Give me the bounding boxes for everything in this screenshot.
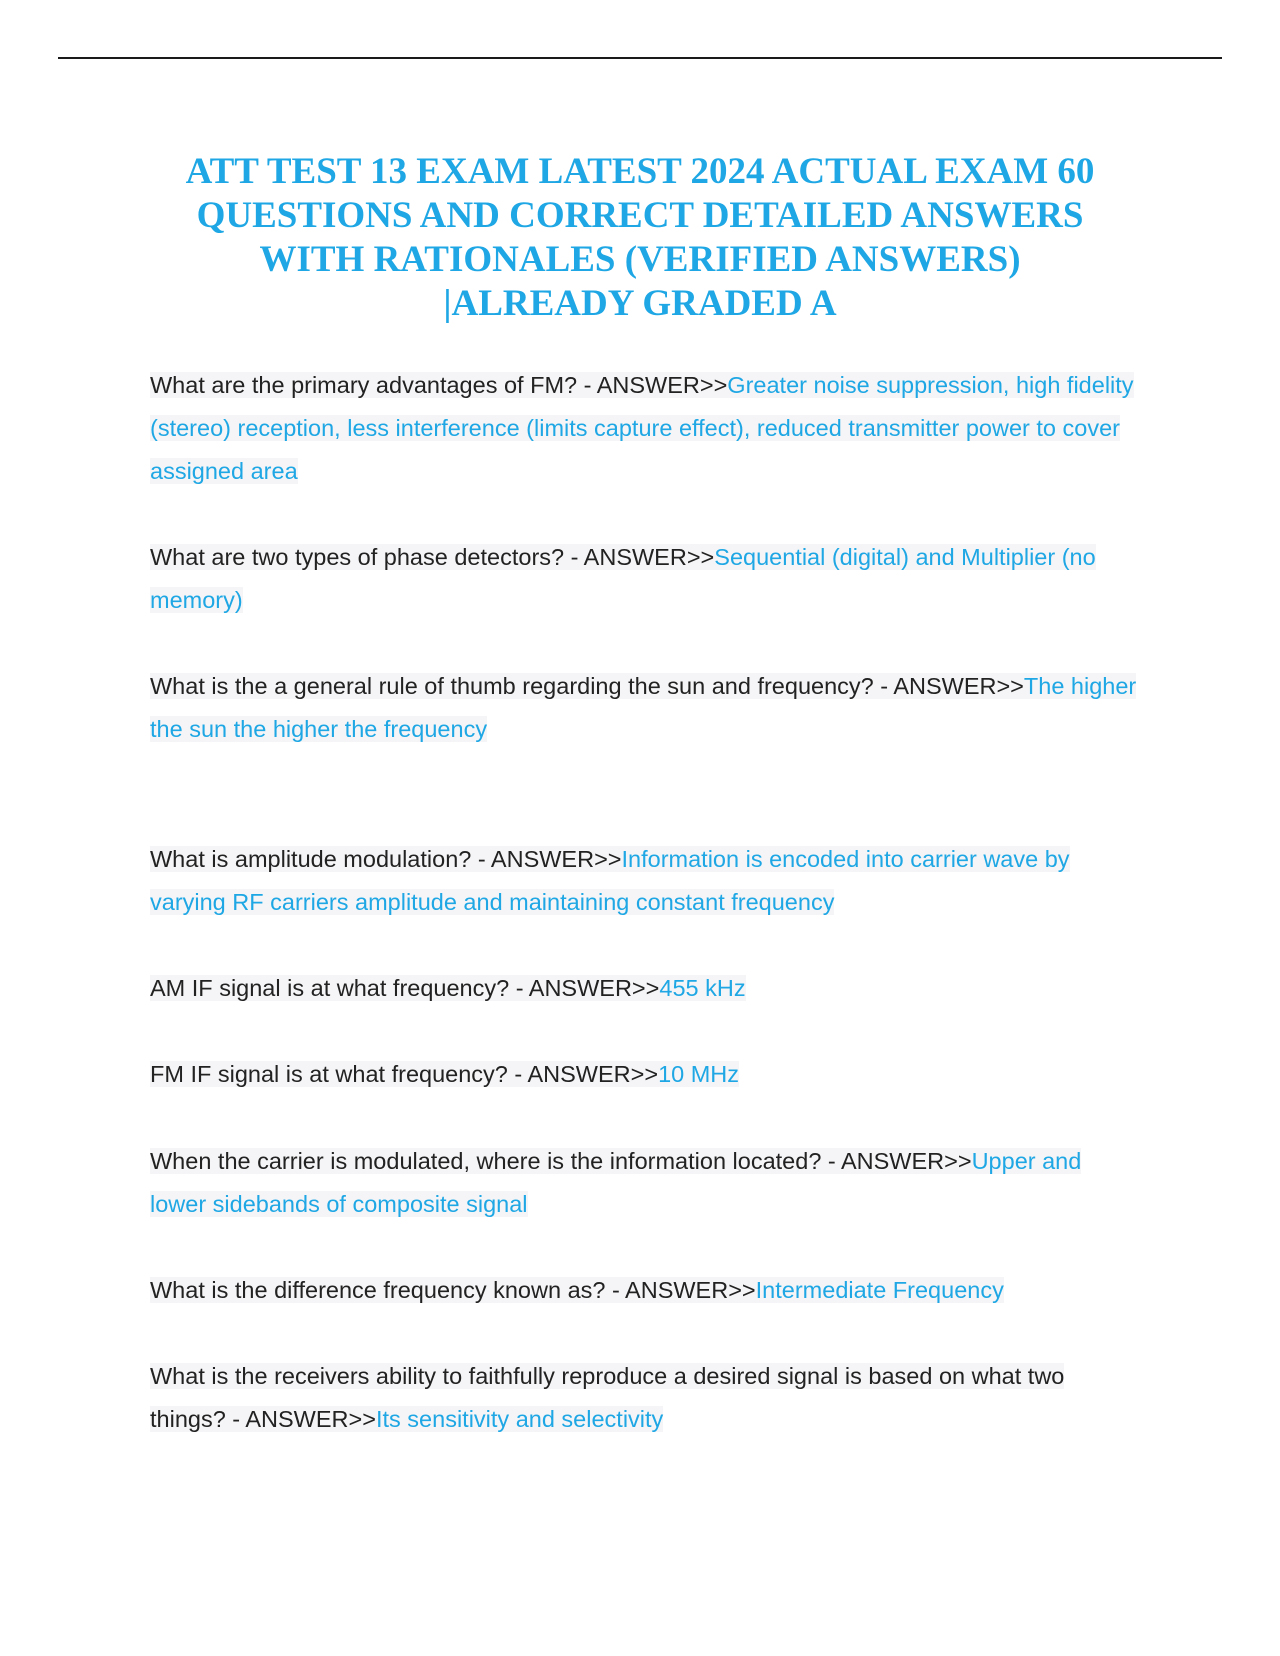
question-text: AM IF signal is at what frequency? - ANSWER>> (150, 975, 660, 1001)
title-line: QUESTIONS AND CORRECT DETAILED ANSWERS (196, 195, 1084, 236)
question-text: When the carrier is modulated, where is the information located? - ANSWER>> (150, 1148, 972, 1174)
answer-text: Upper and lower sidebands of composite signal (150, 1148, 1082, 1217)
qa-item-phase-detectors (150, 536, 1140, 622)
qa-item-receiver-ability (150, 1355, 1140, 1441)
question-text: What is the receivers ability to faithfully reproduce a desired signal is based on what two things? - ANSWER>> (150, 1363, 1065, 1432)
qa-item-fm-advantages (150, 364, 1140, 493)
answer-text: Intermediate Frequency (755, 1277, 1004, 1303)
answer-text: The higher the sun the higher the frequency (150, 673, 1137, 742)
title-line: |ALREADY GRADED A (443, 283, 837, 324)
answer-text: Information is encoded into carrier wave by varying RF carriers amplitude and maintaining constant frequency (150, 846, 1070, 915)
title-line: WITH RATIONALES (VERIFIED ANSWERS) (259, 239, 1021, 280)
question-text: What is the a general rule of thumb regarding the sun and frequency? - ANSWER>> (150, 673, 1024, 699)
question-text: What is amplitude modulation? - ANSWER>> (150, 846, 622, 872)
answer-text: Its sensitivity and selectivity (375, 1406, 664, 1432)
question-text: FM IF signal is at what frequency? - ANSWER>> (150, 1061, 659, 1087)
qa-item-sun-frequency (150, 665, 1140, 751)
top-rule (58, 57, 1222, 59)
qa-item-carrier-modulated (150, 1140, 1140, 1226)
answer-text: Sequential (digital) and Multiplier (no memory) (150, 544, 1096, 613)
answer-text: Greater noise suppression, high fidelity (stereo) reception, less interference (limits capture effect), reduced transmitter power to cover assigned area (150, 372, 1134, 484)
question-text: What is the difference frequency known as? - ANSWER>> (150, 1277, 756, 1303)
qa-item-amplitude-modulation (150, 838, 1140, 924)
qa-item-fm-if (150, 1053, 1140, 1096)
qa-item-difference-frequency (150, 1269, 1140, 1312)
answer-text: 10 MHz (658, 1061, 740, 1087)
question-text: What are the primary advantages of FM? - ANSWER>> (150, 372, 728, 398)
question-text: What are two types of phase detectors? - ANSWER>> (150, 544, 715, 570)
answer-text: 455 kHz (659, 975, 746, 1001)
document-title (140, 150, 1140, 326)
qa-item-am-if (150, 967, 1140, 1010)
title-line: ATT TEST 13 EXAM LATEST 2024 ACTUAL EXAM 60 (185, 151, 1095, 192)
